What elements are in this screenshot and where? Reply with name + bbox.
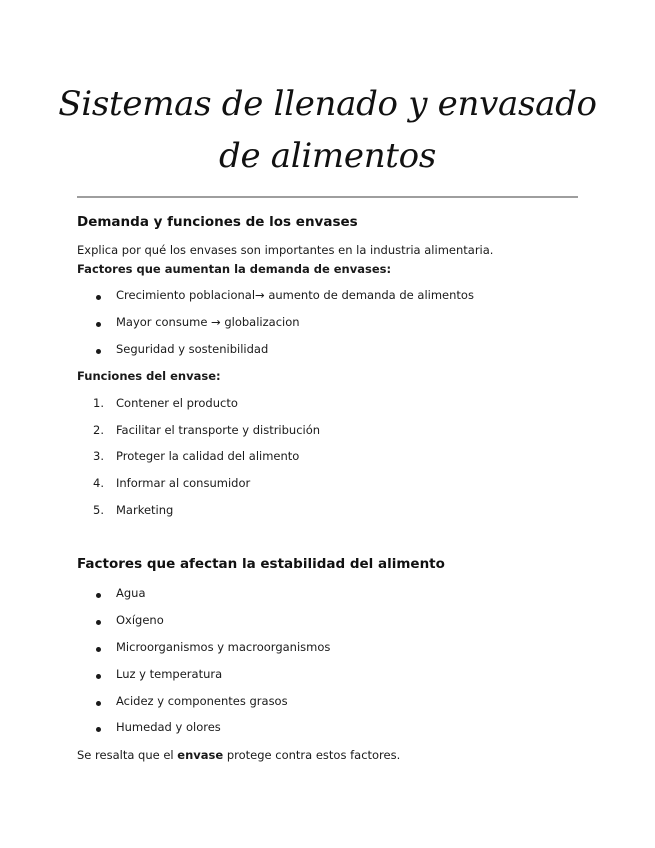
list-number: 2. (93, 423, 104, 437)
list-item: Seguridad y sostenibilidad (116, 342, 269, 356)
numbered-item: Facilitar el transporte y distribución (116, 423, 321, 437)
list-item: Humedad y olores (116, 720, 221, 734)
intro-paragraph: Explica por qué los envases son importantes en la industria alimentaria. (77, 243, 494, 257)
list-item: Luz y temperatura (116, 667, 223, 681)
bullet-icon (96, 322, 101, 327)
list-item: Agua (116, 586, 146, 600)
title-line-1: Sistemas de llenado y envasado (58, 84, 597, 124)
numbered-item: Proteger la calidad del alimento (116, 449, 300, 463)
list-number: 5. (93, 503, 104, 517)
numbered-item: Marketing (116, 503, 174, 517)
numbered-item: Contener el producto (116, 396, 238, 410)
list-number: 1. (93, 396, 104, 410)
bullet-icon (96, 349, 101, 354)
bullet-icon (96, 620, 101, 625)
section-heading-estabilidad: Factores que afectan la estabilidad del alimento (77, 556, 445, 572)
bullet-icon (96, 701, 101, 706)
closing-paragraph (77, 748, 400, 762)
section-heading-demanda: Demanda y funciones de los envases (77, 214, 358, 230)
numbered-item: Informar al consumidor (116, 476, 251, 490)
closing-prefix: Se resalta que el (77, 748, 178, 762)
functions-label: Funciones del envase: (77, 369, 221, 383)
bullet-icon (96, 593, 101, 598)
list-item: Crecimiento poblacional→ aumento de demanda de alimentos (116, 288, 474, 302)
list-number: 3. (93, 449, 104, 463)
title-line-2: de alimentos (219, 136, 436, 176)
list-item: Mayor consume → globalizacion (116, 315, 300, 329)
bullet-icon (96, 647, 101, 652)
closing-emphasis: envase (177, 748, 224, 762)
horizontal-divider (77, 196, 578, 198)
bullet-icon (96, 295, 101, 300)
bullet-icon (96, 727, 101, 732)
closing-suffix: protege contra estos factores. (223, 748, 401, 762)
factors-label: Factores que aumentan la demanda de envases: (77, 262, 392, 276)
bullet-icon (96, 674, 101, 679)
list-item: Acidez y componentes grasos (116, 694, 288, 708)
list-item: Oxígeno (116, 613, 164, 627)
list-item: Microorganismos y macroorganismos (116, 640, 331, 654)
document-title (40, 78, 615, 182)
list-number: 4. (93, 476, 104, 490)
